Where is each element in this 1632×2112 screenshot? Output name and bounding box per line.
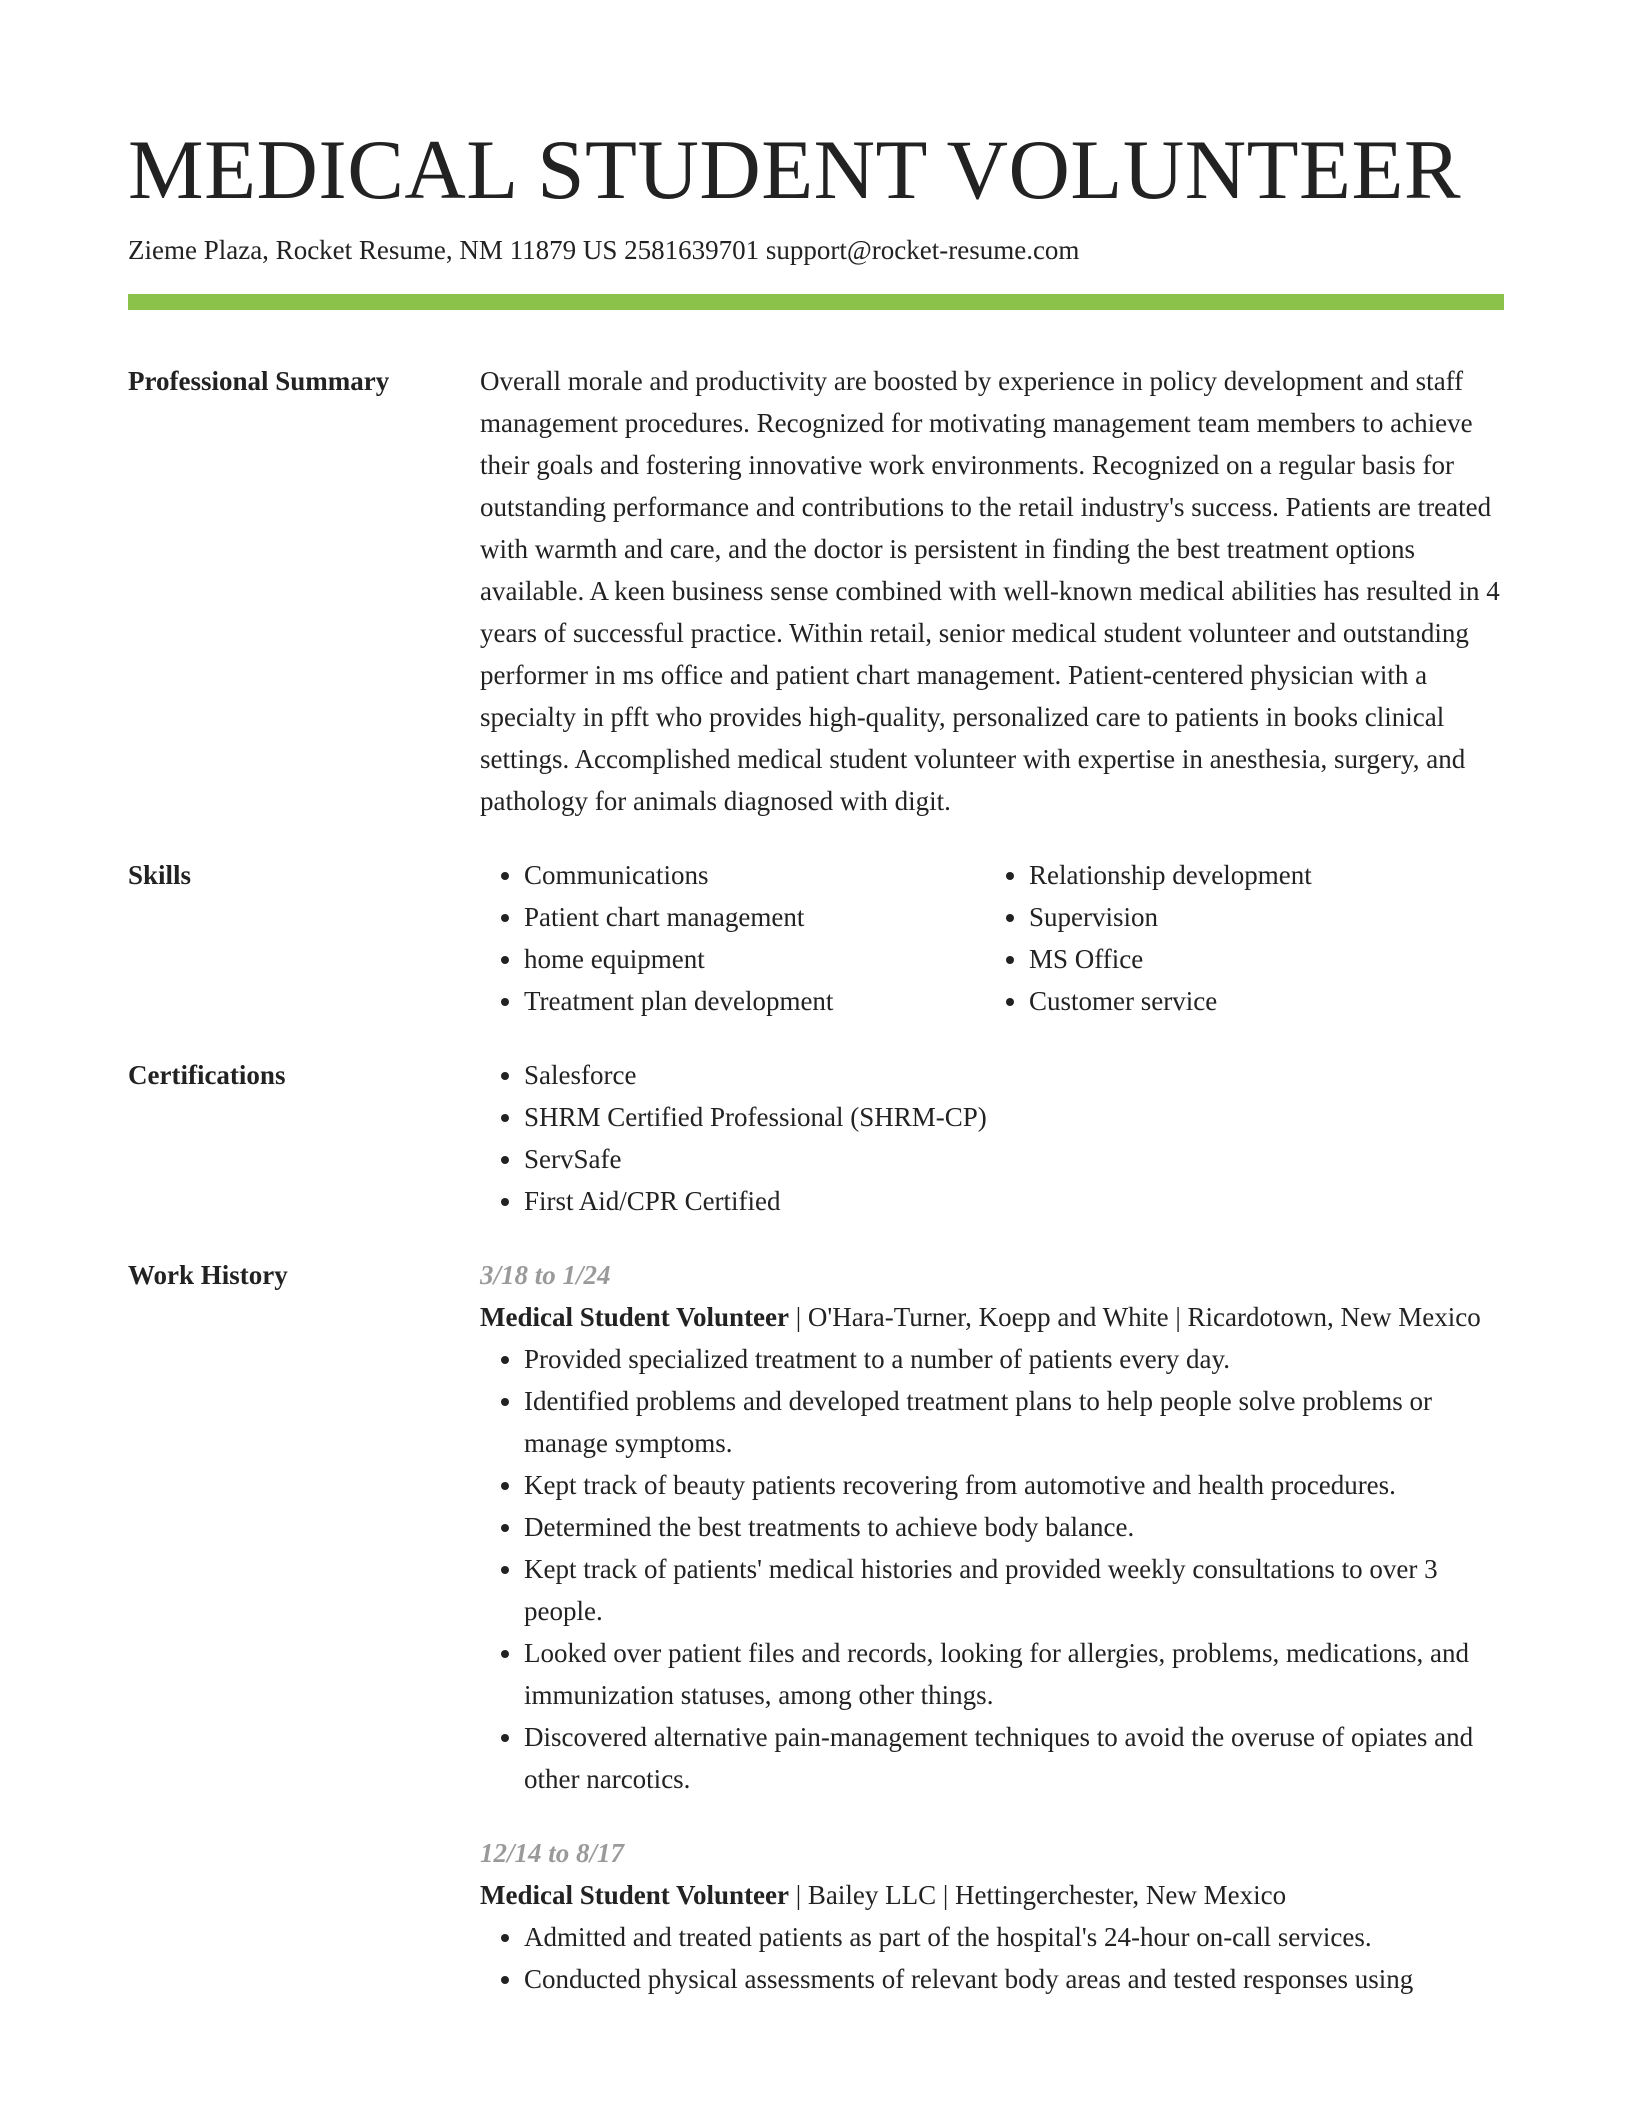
skill-item: • Relationship development xyxy=(1029,854,1490,896)
job-dates: 3/18 to 1/24 xyxy=(480,1260,611,1290)
certification-item: • SHRM Certified Professional (SHRM-CP) xyxy=(524,1096,1504,1138)
job-bullet: • Kept track of beauty patients recovering from automotive and health procedures. xyxy=(524,1464,1504,1506)
certification-item: • ServSafe xyxy=(524,1138,1504,1180)
job-bullets xyxy=(480,1916,1504,2000)
job-details: | Bailey LLC | Hettingerchester, New Mexico xyxy=(789,1880,1287,1910)
section-label-skills: Skills xyxy=(128,860,192,890)
job-details: | O'Hara-Turner, Koepp and White | Ricardotown, New Mexico xyxy=(789,1302,1481,1332)
work-history-section xyxy=(128,1254,1504,2000)
job-dates: 12/14 to 8/17 xyxy=(480,1838,625,1868)
skill-item: • MS Office xyxy=(1029,938,1490,980)
work-history-body xyxy=(480,1254,1504,2000)
accent-divider xyxy=(128,294,1504,310)
skills-list-right xyxy=(985,854,1490,1022)
certification-item: • First Aid/CPR Certified xyxy=(524,1180,1504,1222)
section-label-certifications: Certifications xyxy=(128,1060,286,1090)
skills-column-left xyxy=(480,854,985,1022)
section-label-professional-summary: Professional Summary xyxy=(128,366,390,396)
summary-text: Overall morale and productivity are boosted by experience in policy development and staff management procedures. Recognized for motivating management team members to achieve their goals and fostering innovative work environments. Recognized on a regular basis for outstanding performance and contributions to the retail industry's success. Patients are treated with warmth and care, and the doctor is persistent in finding the best treatment options available. A keen business sense combined with well-known medical abilities has resulted in 4 years of successful practice. Within retail, senior medical student volunteer and outstanding performer in ms office and patient chart management. Patient-centered physician with a specialty in pfft who provides high-quality, personalized care to patients in books clinical settings. Accomplished medical student volunteer with expertise in anesthesia, surgery, and pathology for animals diagnosed with digit. xyxy=(480,366,1500,816)
job-title: Medical Student Volunteer xyxy=(480,1880,790,1910)
skill-item: • home equipment xyxy=(524,938,985,980)
skills-list-left xyxy=(480,854,985,1022)
professional-summary-section xyxy=(128,360,1504,822)
job-bullets xyxy=(480,1338,1504,1800)
job-heading xyxy=(480,1296,1504,1338)
job-bullet: • Determined the best treatments to achieve body balance. xyxy=(524,1506,1504,1548)
skill-item: • Communications xyxy=(524,854,985,896)
skills-body xyxy=(480,854,1504,1022)
job-bullet: • Provided specialized treatment to a number of patients every day. xyxy=(524,1338,1504,1380)
section-label-work-history: Work History xyxy=(128,1260,288,1290)
skill-item: • Supervision xyxy=(1029,896,1490,938)
skill-item: • Customer service xyxy=(1029,980,1490,1022)
summary-body xyxy=(480,360,1504,822)
job-bullet: • Identified problems and developed treatment plans to help people solve problems or manage symptoms. xyxy=(524,1380,1504,1464)
certification-item: • Salesforce xyxy=(524,1054,1504,1096)
job-entry xyxy=(480,1254,1504,1800)
job-bullet: • Admitted and treated patients as part of the hospital's 24-hour on-call services. xyxy=(524,1916,1504,1958)
job-bullet: • Discovered alternative pain-management techniques to avoid the overuse of opiates and other narcotics. xyxy=(524,1716,1504,1800)
job-bullet: • Conducted physical assessments of relevant body areas and tested responses using xyxy=(524,1958,1504,2000)
certifications-list xyxy=(480,1054,1504,1222)
skills-section xyxy=(128,854,1504,1022)
job-title: Medical Student Volunteer xyxy=(480,1302,790,1332)
job-bullet: • Looked over patient files and records, looking for allergies, problems, medications, and immunization statuses, among other things. xyxy=(524,1632,1504,1716)
certifications-section xyxy=(128,1054,1504,1222)
skill-item: • Treatment plan development xyxy=(524,980,985,1022)
skills-column-right xyxy=(985,854,1490,1022)
job-entry xyxy=(480,1832,1504,2000)
job-heading xyxy=(480,1874,1504,1916)
resume-title: MEDICAL STUDENT VOLUNTEER xyxy=(128,123,1462,217)
certifications-body xyxy=(480,1054,1504,1222)
skill-item: • Patient chart management xyxy=(524,896,985,938)
job-bullet: • Kept track of patients' medical histories and provided weekly consultations to over 3 people. xyxy=(524,1548,1504,1632)
contact-line: Zieme Plaza, Rocket Resume, NM 11879 US 2581639701 support@rocket-resume.com xyxy=(128,235,1080,265)
skills-grid xyxy=(480,854,1504,1022)
